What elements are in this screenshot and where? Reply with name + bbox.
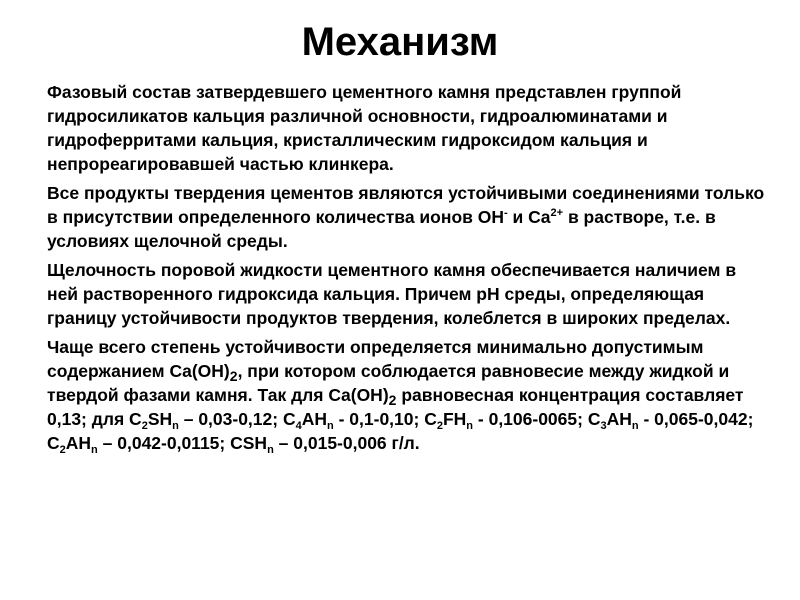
- subscript: 2: [436, 420, 443, 432]
- text-segment: , при котором соблюдается равновесие между жидкой и твердой фазами камня. Так для Ca(OH): [47, 361, 730, 405]
- text-segment: AH: [606, 409, 632, 429]
- text-segment: в растворе, т.е. в условиях щелочной среды.: [47, 207, 716, 251]
- slide-title: Механизм: [301, 20, 499, 64]
- text-segment: – 0,03-0,12; C: [178, 409, 296, 429]
- text-segment: – 0,042-0,0115; CSH: [97, 433, 268, 453]
- slide-body: [47, 80, 767, 460]
- subscript: n: [91, 444, 98, 456]
- text-segment: и Ca: [507, 207, 551, 227]
- text-segment: SH: [147, 409, 173, 429]
- superscript-minus: -: [504, 207, 508, 219]
- text-segment: - 0,1-0,10; C: [333, 409, 437, 429]
- subscript: n: [327, 420, 334, 432]
- subscript: n: [466, 420, 474, 432]
- text-segment: - 0,106-0065; C: [473, 409, 601, 429]
- text-segment: AH: [65, 433, 92, 453]
- subscript: 2: [59, 444, 66, 456]
- paragraph-alkalinity: Щелочность поровой жидкости цементного камня обеспечивается наличием в ней растворенного гидроксида кальция. Причем pH среды, определяющая границу устойчивости продуктов твердения, колеблется в широких пределах.: [47, 260, 737, 328]
- subscript: 3: [600, 420, 607, 432]
- paragraph-phase-composition: Фазовый состав затвердевшего цементного камня представлен группой гидросиликатов кальция различной основности, гидроалюминатами и гидроферритами кальция, кристаллическим гидроксидом кальция и непрореагировавшей частью клинкера.: [47, 82, 682, 174]
- subscript: n: [267, 444, 274, 456]
- text-segment: Все продукты твердения цементов являются устойчивыми соединениями только в присутствии определенного количества ионов OH: [47, 183, 765, 227]
- superscript-2plus: 2+: [550, 207, 564, 219]
- paragraph-stability-ions: [47, 181, 767, 253]
- text-segment: – 0,015-0,006 г/л.: [273, 433, 420, 453]
- text-segment: равновесная концентрация составляет 0,13; для C: [47, 385, 744, 429]
- text-segment: - 0,065-0,042; C: [47, 409, 754, 453]
- subscript: n: [631, 420, 639, 432]
- text-segment: Чаще всего степень устойчивости определяется минимально допустимым содержанием Ca(OH): [47, 337, 704, 381]
- subscript: 2: [229, 368, 238, 384]
- text-segment: AH: [301, 409, 327, 429]
- subscript: n: [172, 420, 179, 432]
- subscript: 2: [141, 420, 148, 432]
- subscript: 4: [295, 420, 302, 432]
- paragraph-equilibrium-concentrations: [47, 335, 767, 455]
- subscript: 2: [388, 392, 397, 408]
- text-segment: FH: [442, 409, 467, 429]
